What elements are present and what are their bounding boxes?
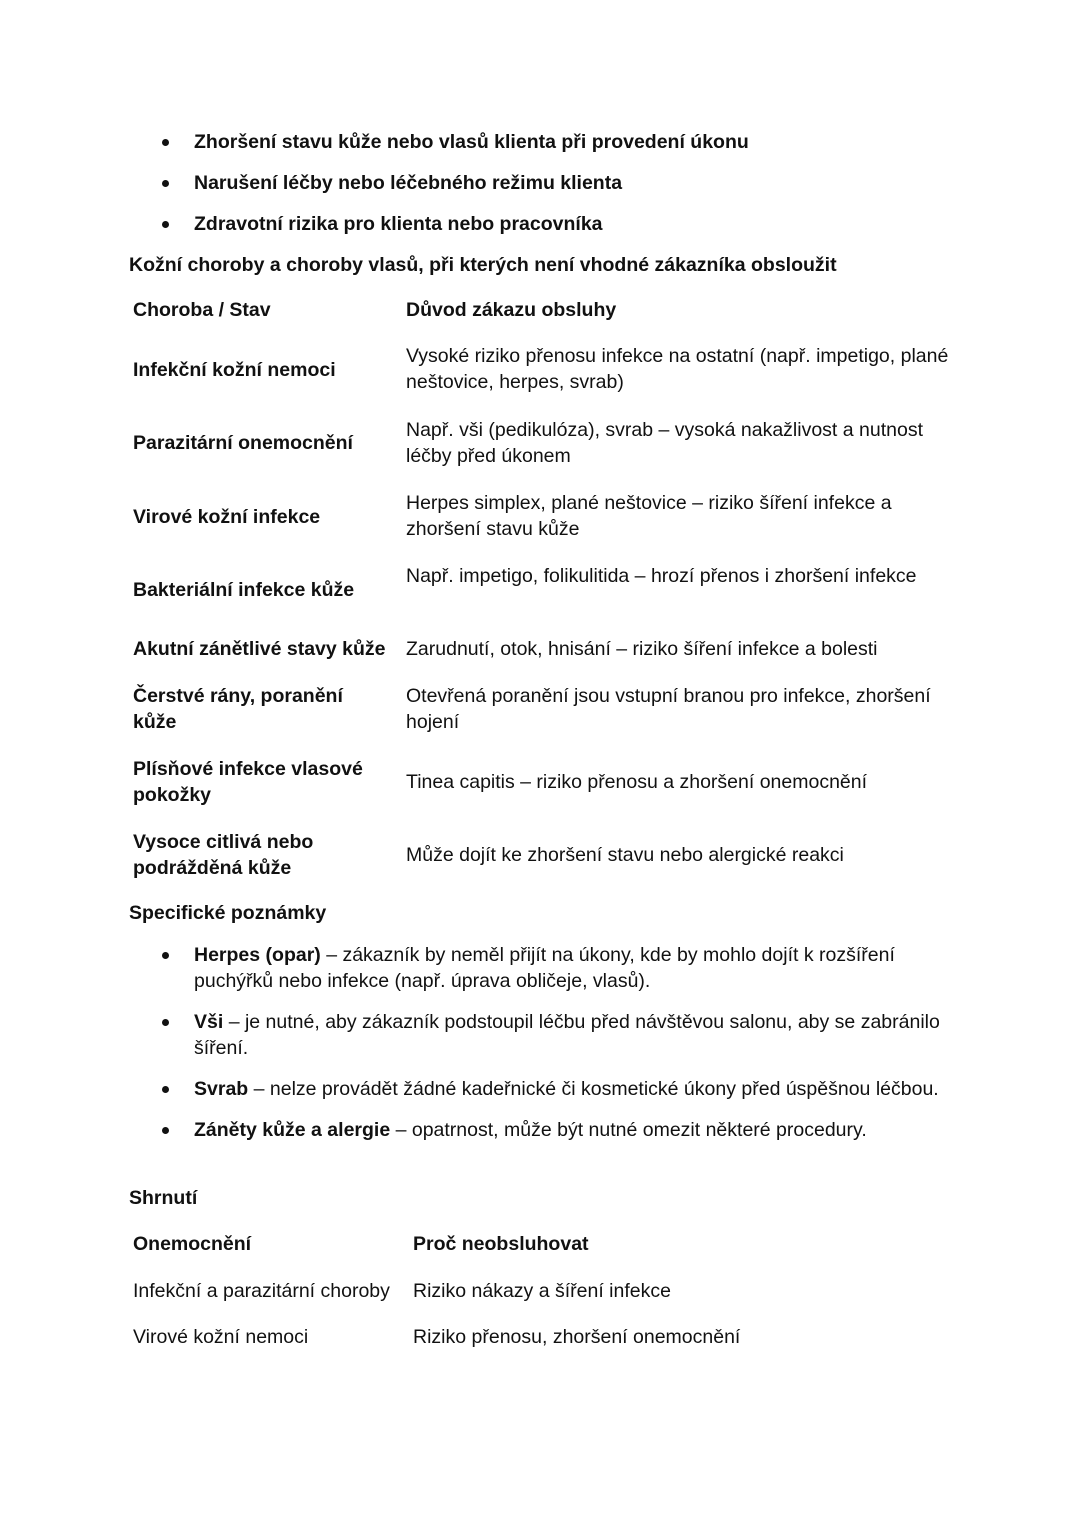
note-text: – opatrnost, může být nutné omezit některé procedury. <box>390 1119 867 1141</box>
disease-cell: Čerstvé rány, poranění kůže <box>133 685 343 733</box>
note-item <box>162 1117 942 1143</box>
reason-cell: Riziko nákazy a šíření infekce <box>413 1280 671 1302</box>
disease-cell: Akutní zánětlivé stavy kůže <box>133 638 386 660</box>
disease-cell: Bakteriální infekce kůže <box>133 579 355 601</box>
reason-cell: Otevřená poranění jsou vstupní branou pro infekce, zhoršení hojení <box>406 685 931 733</box>
reason-cell: Zarudnutí, otok, hnisání – riziko šíření infekce a bolesti <box>406 638 878 660</box>
notes-bullet-list <box>162 942 942 1158</box>
risk-bullet-list <box>162 129 942 252</box>
reason-cell: Tinea capitis – riziko přenosu a zhoršení onemocnění <box>406 771 868 793</box>
note-item <box>162 942 942 994</box>
note-item <box>162 1076 942 1102</box>
note-term: Svrab <box>194 1078 249 1100</box>
disease-cell: Parazitární onemocnění <box>133 432 353 454</box>
disease-cell: Plísňové infekce vlasové pokožky <box>133 758 363 806</box>
column-header-reason: Proč neobsluhovat <box>413 1233 589 1255</box>
note-text: – zákazník by neměl přijít na úkony, kde by mohlo dojít k rozšíření puchýřků nebo infekce (např. úprava obličeje, vlasů). <box>194 944 895 992</box>
risk-bullet: Zdravotní rizika pro klienta nebo pracovníka <box>162 211 942 252</box>
note-text: – nelze provádět žádné kadeřnické či kosmetické úkony před úspěšnou léčbou. <box>248 1078 939 1100</box>
notes-heading: Specifické poznámky <box>129 902 327 924</box>
reason-cell: Může dojít ke zhoršení stavu nebo alergické reakci <box>406 844 844 866</box>
reason-cell: Např. vši (pedikulóza), svrab – vysoká nakažlivost a nutnost léčby před úkonem <box>406 419 923 467</box>
column-header-disease: Onemocnění <box>133 1233 252 1255</box>
risk-bullet: Narušení léčby nebo léčebného režimu klienta <box>162 170 942 211</box>
column-header-disease: Choroba / Stav <box>133 299 271 321</box>
reason-cell: Např. impetigo, folikulitida – hrozí přenos i zhoršení infekce <box>406 565 917 587</box>
reason-cell: Vysoké riziko přenosu infekce na ostatní (např. impetigo, plané neštovice, herpes, svrab) <box>406 345 949 393</box>
disease-cell: Infekční kožní nemoci <box>133 359 336 381</box>
reason-cell: Herpes simplex, plané neštovice – riziko šíření infekce a zhoršení stavu kůže <box>406 492 892 540</box>
column-header-reason: Důvod zákazu obsluhy <box>406 299 617 321</box>
disease-cell: Infekční a parazitární choroby <box>133 1280 390 1302</box>
risk-bullet: Zhoršení stavu kůže nebo vlasů klienta při provedení úkonu <box>162 129 942 170</box>
disease-cell: Vysoce citlivá nebo podrážděná kůže <box>133 831 314 879</box>
note-term: Herpes (opar) <box>194 944 321 966</box>
disease-cell: Virové kožní infekce <box>133 506 321 528</box>
diseases-heading: Kožní choroby a choroby vlasů, při kterých není vhodné zákazníka obsloužit <box>129 254 837 276</box>
note-text: – je nutné, aby zákazník podstoupil léčbu před návštěvou salonu, aby se zabránilo šíření. <box>194 1011 940 1059</box>
disease-cell: Virové kožní nemoci <box>133 1326 309 1348</box>
reason-cell: Riziko přenosu, zhoršení onemocnění <box>413 1326 741 1348</box>
note-term: Vši <box>194 1011 224 1033</box>
note-item <box>162 1009 942 1061</box>
summary-heading: Shrnutí <box>129 1187 198 1209</box>
note-term: Záněty kůže a alergie <box>194 1119 391 1141</box>
